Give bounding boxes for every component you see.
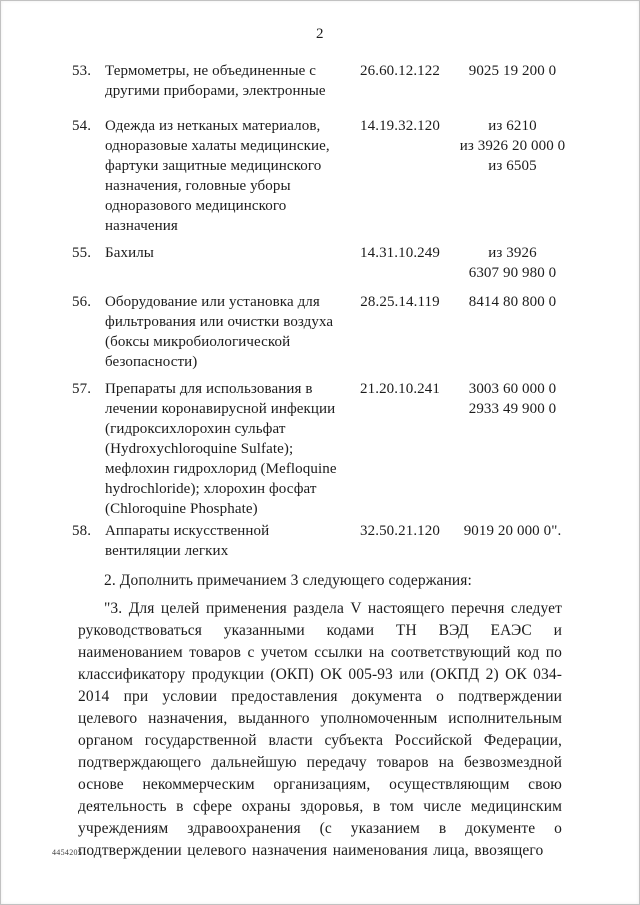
row-tnved-code: [455, 61, 570, 81]
row-tnved-code: [455, 521, 570, 541]
row-number: 56.: [72, 294, 92, 310]
tnved-line: 6307 90 980 0: [468, 265, 557, 281]
row-description: Препараты для использования в лечении коронавирусной инфекции (гидроксихлорохин сульфат (Hydroxychloroquine Sulfate); мефлохин гидрохлорид (Mefloquine hydrochloride); хлорохин фосфат (Chloroquine Phosphate): [105, 381, 337, 517]
row-tnved-code: [455, 243, 570, 283]
table-row: [72, 292, 570, 372]
row-number: 57.: [72, 381, 92, 397]
row-okpd-code: 14.19.32.120: [360, 118, 440, 134]
amendment-intro: 2. Дополнить примечанием 3 следующего содержания:: [104, 572, 472, 589]
row-tnved-code: [455, 292, 570, 312]
tnved-line: 3003 60 000 0: [468, 381, 557, 397]
document-footer-code: 4454205: [52, 848, 83, 857]
row-tnved-code: [455, 379, 570, 419]
row-description: Одежда из нетканых материалов, одноразовые халаты медицинские, фартуки защитные медицинского назначения, головные уборы одноразового медицинского назначения: [105, 118, 330, 234]
note-3-paragraph: "3. Для целей применения раздела V настоящего перечня следует руководствоваться указанными кодами ТН ВЭД ЕАЭС и наименованием товаров с учетом ссылки на соответствующий код по классификатору продукции (ОКП) ОК 005-93 или (ОКПД 2) ОК 034-2014 при условии предоставления документа о подтверждении целевого назначения, выданного уполномоченным исполнительным органом государственной власти субъекта Российской Федерации, подтверждающего дальнейшую передачу товаров на безвозмездной основе некоммерческим организациям, осуществляющим свою деятельность в сфере охраны здоровья, в том числе медицинским учреждениям здравоохранения (с указанием в документе о подтверждении целевого назначения наименования лица, ввозящего: [78, 600, 562, 859]
tnved-line: 9019 20 000 0".: [463, 523, 562, 539]
table-row: [72, 61, 570, 101]
tnved-line: 8414 80 800 0: [468, 294, 557, 310]
row-okpd-code: 28.25.14.119: [360, 294, 440, 310]
row-description: Аппараты искусственной вентиляции легких: [105, 523, 270, 559]
table-row: [72, 116, 570, 236]
tnved-line: из 3926 20 000 0: [459, 138, 566, 154]
tnved-line: из 6210: [488, 118, 537, 134]
table-row: [72, 521, 570, 561]
tnved-line: 2933 49 900 0: [468, 401, 557, 417]
page-number: 2: [316, 26, 324, 42]
row-okpd-code: 21.20.10.241: [360, 381, 440, 397]
tnved-line: из 3926: [488, 245, 537, 261]
goods-table: [0, 61, 640, 561]
table-row: [72, 379, 570, 519]
tnved-line: из 6505: [488, 158, 537, 174]
row-number: 55.: [72, 245, 92, 261]
row-description: Оборудование или установка для фильтрования или очистки воздуха (боксы микробиологической безопасности): [105, 294, 334, 370]
row-okpd-code: 32.50.21.120: [360, 523, 440, 539]
row-number: 54.: [72, 118, 92, 134]
row-tnved-code: [455, 116, 570, 176]
row-okpd-code: 26.60.12.122: [360, 63, 440, 79]
row-description: Бахилы: [105, 245, 154, 261]
row-description: Термометры, не объединенные с другими приборами, электронные: [105, 63, 326, 99]
amendment-section: [78, 570, 562, 862]
row-number: 53.: [72, 63, 92, 79]
table-row: [72, 243, 570, 283]
row-okpd-code: 14.31.10.249: [360, 245, 440, 261]
row-number: 58.: [72, 523, 92, 539]
tnved-line: 9025 19 200 0: [468, 63, 557, 79]
